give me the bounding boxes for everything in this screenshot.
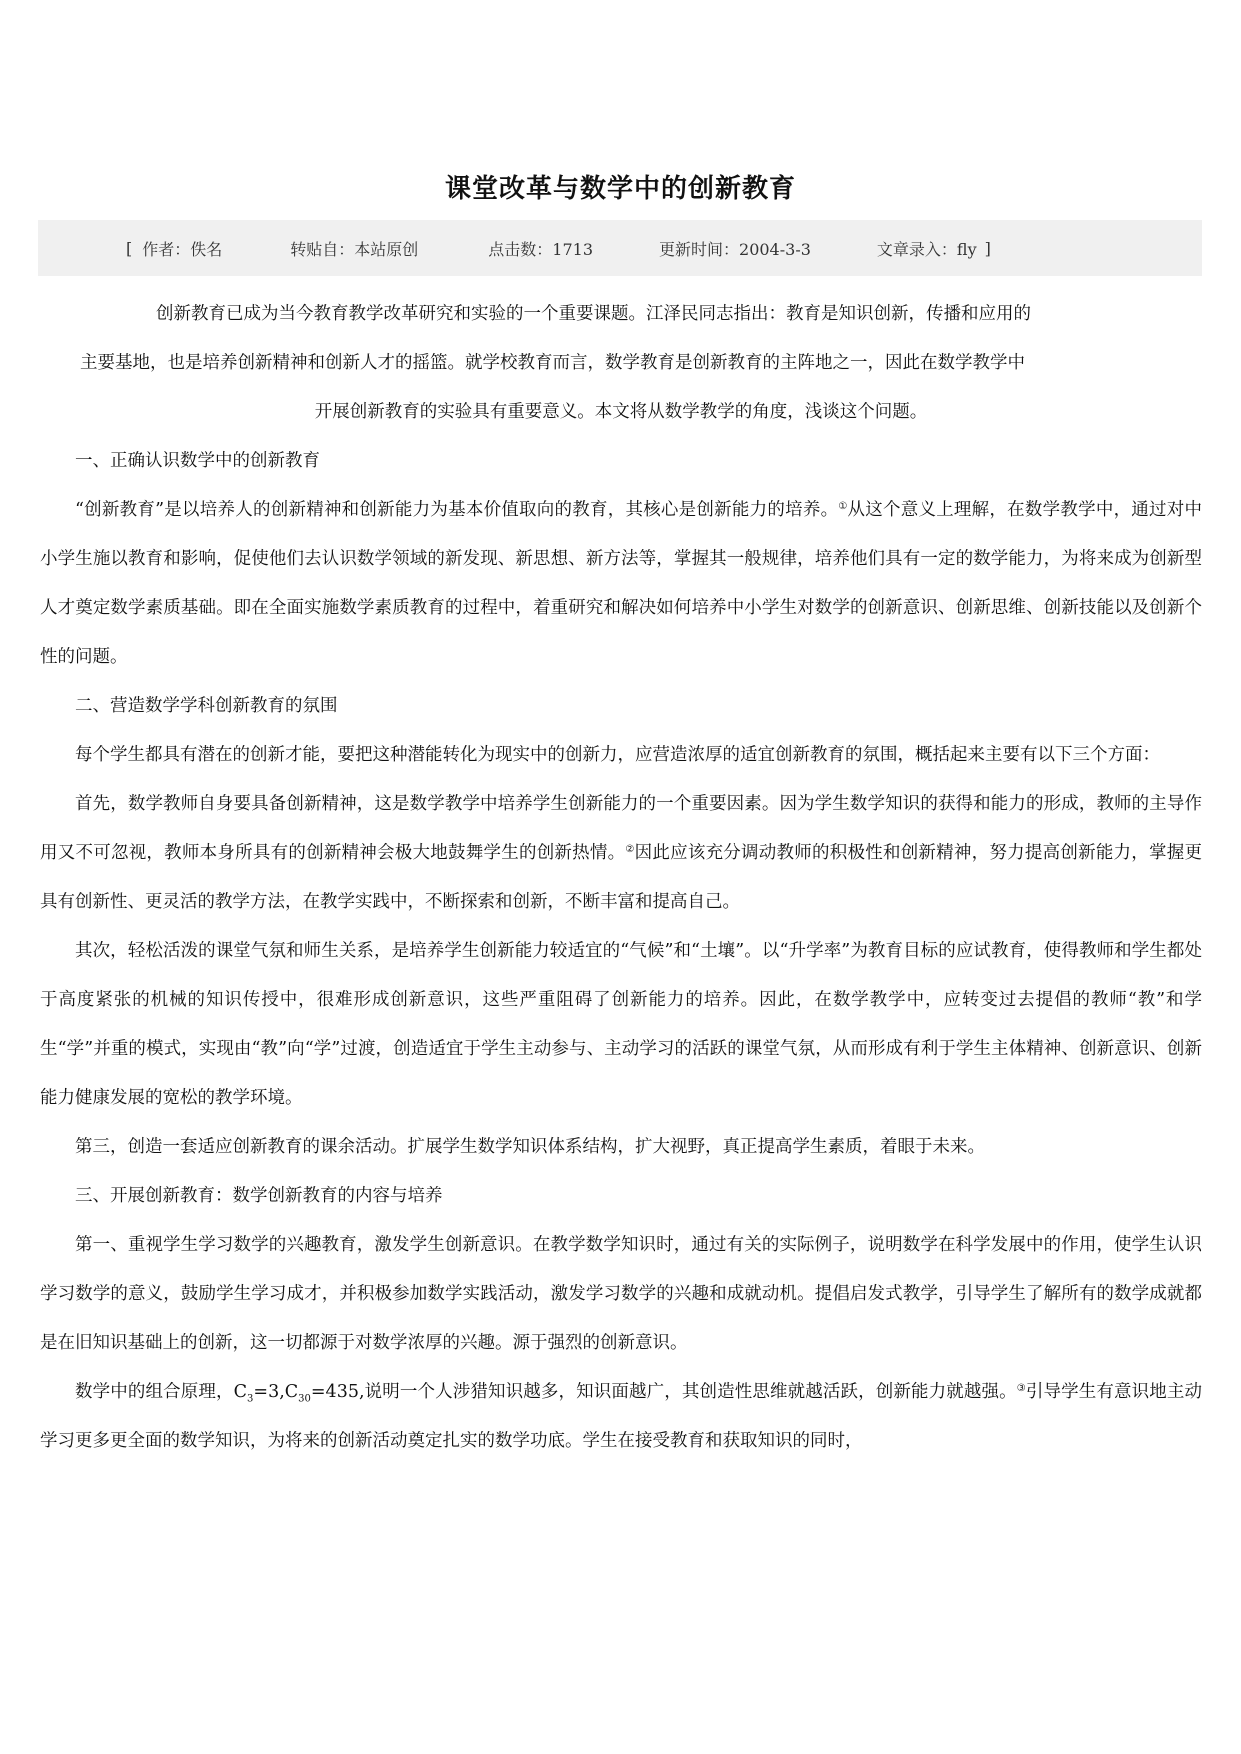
paragraph-1-text-a: “创新教育”是以培养人的创新精神和创新能力为基本价值取向的教育，其核心是创新能力的培养。	[75, 500, 839, 520]
article-title: 课堂改革与数学中的创新教育	[444, 174, 796, 204]
intro-line-1: 创新教育已成为当今教育教学改革研究和实验的一个重要课题。江泽民同志指出：教育是知识创新，传播和应用的	[156, 304, 1031, 324]
paragraph-7-text-b: =3,C	[253, 1382, 299, 1402]
section-heading-3: 三、开展创新教育：数学创新教育的内容与培养	[75, 1186, 443, 1206]
paragraph-6: 第一、重视学生学习数学的兴趣教育，激发学生创新意识。在教学数学知识时，通过有关的实际例子，说明数学在科学发展中的作用，使学生认识学习数学的意义，鼓励学生学习成才，并积极参加数学实践活动，激发学习数学的兴趣和成就动机。提倡启发式教学，引导学生了解所有的数学成就都是在旧知识基础上的创新，这一切都源于对数学浓厚的兴趣。源于强烈的创新意识。	[40, 1235, 1202, 1353]
footnote-ref-1: ①	[838, 501, 848, 512]
meta-source: 转贴自：本站原创	[290, 239, 419, 259]
article-body	[40, 290, 1202, 1466]
paragraph-3-text-b: 因此应该充分调动教师的积极性和创新精神，努力提高创新能力，掌握更具有创新性、更灵活的教学方法，在教学实践中，不断探索和创新，不断丰富和提高自己。	[40, 843, 1203, 912]
meta-hits: 点击数：1713	[488, 239, 594, 259]
meta-entry: 文章录入：fly	[876, 239, 977, 259]
footnote-ref-3: ③	[1016, 1383, 1026, 1394]
paragraph-7	[40, 1368, 1202, 1466]
meta-open-bracket: [	[126, 238, 133, 258]
paragraph-7-text-c: =435,说明一个人涉猎知识越多，知识面越广，其创造性思维就越活跃，创新能力就越强。	[310, 1382, 1017, 1402]
paragraph-1-text-b: 从这个意义上理解，在数学教学中，通过对中小学生施以教育和影响，促使他们去认识数学领域的新发现、新思想、新方法等，掌握其一般规律，培养他们具有一定的数学能力，为将来成为创新型人才奠定数学素质基础。即在全面实施数学素质教育的过程中，着重研究和解决如何培养中小学生对数学的创新意识、创新思维、创新技能以及创新个性的问题。	[40, 500, 1203, 667]
section-heading-1: 一、正确认识数学中的创新教育	[75, 451, 320, 471]
meta-author: 作者：佚名	[142, 239, 223, 259]
article-meta-bar	[38, 220, 1202, 276]
paragraph-4: 其次，轻松活泼的课堂气氛和师生关系，是培养学生创新能力较适宜的“气候”和“土壤”。以“升学率”为教育目标的应试教育，使得教师和学生都处于高度紧张的机械的知识传授中，很难形成创新意识，这些严重阻碍了创新能力的培养。因此，在数学教学中，应转变过去提倡的教师“教”和学生“学”并重的模式，实现由“教”向“学”过渡，创造适宜于学生主动参与、主动学习的活跃的课堂气氛，从而形成有利于学生主体精神、创新意识、创新能力健康发展的宽松的教学环境。	[40, 941, 1202, 1108]
paragraph-5: 第三，创造一套适应创新教育的课余活动。扩展学生数学知识体系结构，扩大视野，真正提高学生素质，着眼于未来。	[75, 1137, 985, 1157]
meta-close-bracket: ]	[984, 238, 991, 258]
intro-line-3: 开展创新教育的实验具有重要意义。本文将从数学教学的角度，浅谈这个问题。	[314, 402, 928, 422]
intro-line-2: 主要基地，也是培养创新精神和创新人才的摇篮。就学校教育而言，数学教育是创新教育的主阵地之一，因此在数学教学中	[80, 353, 1025, 373]
paragraph-2: 每个学生都具有潜在的创新才能，要把这种潜能转化为现实中的创新力，应营造浓厚的适宜创新教育的氛围，概括起来主要有以下三个方面：	[75, 745, 1160, 765]
combination-subscript-2: 30	[298, 1393, 311, 1405]
paragraph-3-text-a: 首先，数学教师自身要具备创新精神，这是数学教学中培养学生创新能力的一个重要因素。因为学生数学知识的获得和能力的形成，教师的主导作用又不可忽视，教师本身所具有的创新精神会极大地鼓舞学生的创新热情。	[40, 794, 1202, 863]
footnote-ref-2: ②	[625, 844, 635, 855]
paragraph-3	[40, 780, 1202, 927]
paragraph-7-text-d: 引导学生有意识地主动学习更多更全面的数学知识，为将来的创新活动奠定扎实的数学功底。学生在接受教育和获取知识的同时，	[40, 1382, 1203, 1451]
section-heading-2: 二、营造数学学科创新教育的氛围	[75, 696, 338, 716]
paragraph-1	[40, 486, 1202, 682]
paragraph-7-text-a: 数学中的组合原理，C	[75, 1382, 248, 1402]
combination-subscript-1: 3	[247, 1393, 254, 1405]
meta-updated: 更新时间：2004-3-3	[659, 239, 811, 259]
